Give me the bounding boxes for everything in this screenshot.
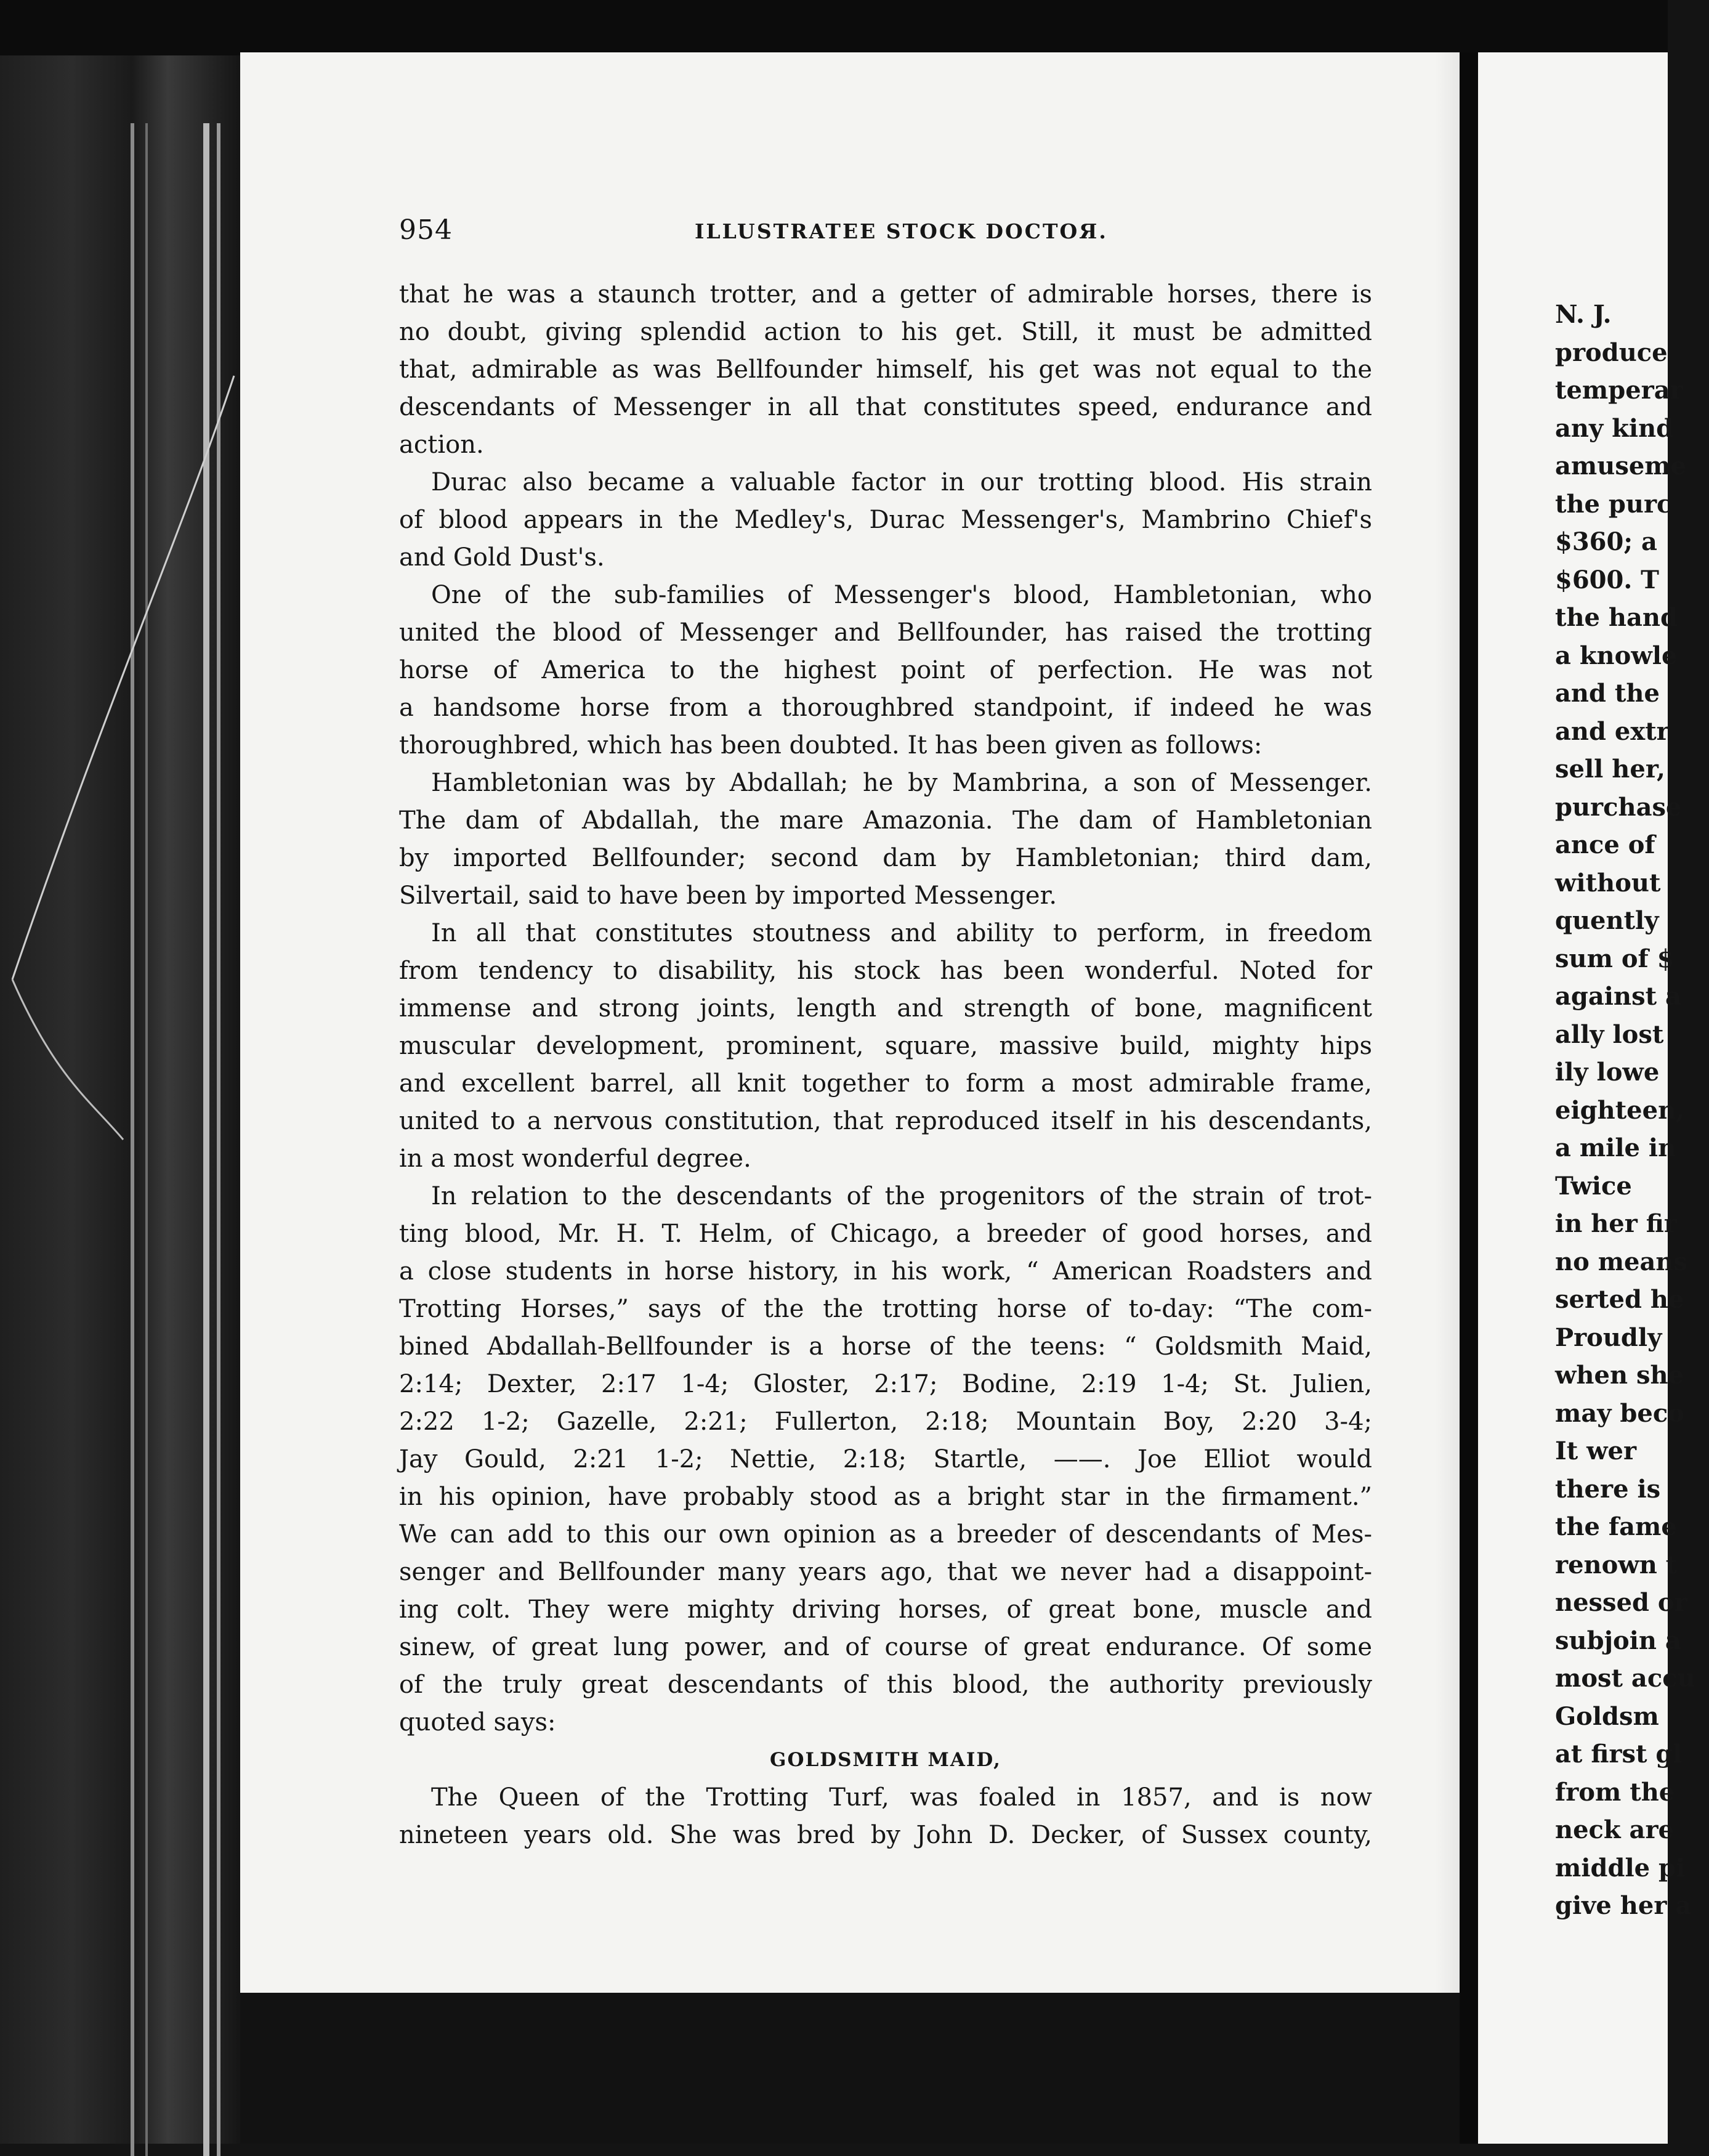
text-line: a close students in horse history, in his work, “ American Roadsters and (399, 1257, 1372, 1286)
text-line: N. J. (1555, 300, 1612, 329)
text-line: muscular development, prominent, square, massive build, mighty hips (399, 1032, 1372, 1060)
text-line: amuseme (1555, 452, 1687, 480)
page-body (399, 276, 1372, 1854)
text-line: We can add to this our own opinion as a breeder of descendants of Mes- (399, 1520, 1372, 1549)
text-line: the fame (1555, 1512, 1677, 1541)
text-line: the purc (1555, 489, 1672, 519)
text-line: senger and Bellfounder many years ago, that we never had a disappoint- (399, 1558, 1372, 1586)
book-spine (0, 55, 240, 2144)
text-line: the hand (1555, 603, 1678, 632)
scan-bottom-edge (240, 1993, 1460, 2144)
text-line: 2:14; Dexter, 2:17 1-4; Gloster, 2:17; Bodine, 2:19 1-4; St. Julien, (399, 1370, 1372, 1398)
text-line: by imported Bellfounder; second dam by Hambletonian; third dam, (399, 844, 1372, 872)
text-line: Jay Gould, 2:21 1-2; Nettie, 2:18; Startle, ——. Joe Elliot would (399, 1445, 1372, 1473)
text-line: $600. T (1555, 565, 1659, 594)
text-line: temperar (1555, 376, 1683, 405)
text-line: that he was a staunch trotter, and a getter of admirable horses, there is (399, 280, 1372, 309)
text-line: serted he (1555, 1285, 1684, 1314)
text-line: purchase (1555, 792, 1682, 822)
text-line: from the (1555, 1777, 1675, 1807)
spine-highlight-curve (0, 55, 240, 2144)
book-gutter (1460, 52, 1478, 2144)
text-line: quently (1555, 906, 1659, 935)
text-line: ance of (1555, 830, 1655, 859)
text-line: sinew, of great lung power, and of course of great endurance. Of some (399, 1633, 1372, 1661)
text-line: may beco (1555, 1398, 1684, 1428)
text-line: give her a (1555, 1891, 1692, 1920)
text-line: in his opinion, have probably stood as a bright star in the firmament.” (399, 1483, 1372, 1511)
text-line: against a (1555, 982, 1681, 1011)
text-line: It wer (1555, 1437, 1637, 1465)
text-line: thoroughbred, which has been doubted. It has been given as follows: (399, 731, 1263, 760)
text-line: quoted says: (399, 1708, 556, 1737)
text-line: united the blood of Messenger and Bellfounder, has raised the trotting (399, 618, 1372, 647)
text-line: at first gl (1555, 1740, 1683, 1769)
text-line: and the (1555, 679, 1660, 708)
running-head: ILLUSTRATEE STOCK DOCTOЯ. (695, 219, 1108, 243)
text-line: Durac also became a valuable factor in our trotting blood. His strain (431, 468, 1372, 496)
text-line: any kind (1555, 413, 1674, 443)
text-line: and Gold Dust's. (399, 543, 605, 572)
text-line: most accu (1555, 1664, 1695, 1693)
text-line: produce (1555, 338, 1668, 367)
text-line: nineteen years old. She was bred by John D. Decker, of Sussex county, (399, 1821, 1372, 1849)
text-line: Trotting Horses,” says of the the trotting horse of to-day: “The com- (399, 1295, 1372, 1323)
text-line: that, admirable as was Bellfounder himself, his get was not equal to the (399, 355, 1372, 384)
text-line: The dam of Abdallah, the mare Amazonia. The dam of Hambletonian (399, 806, 1372, 835)
text-line: from tendency to disability, his stock has been wonderful. Noted for (399, 957, 1372, 985)
text-line: renown t (1555, 1550, 1678, 1579)
text-line: subjoin a (1555, 1626, 1681, 1655)
text-line: a mile in (1555, 1133, 1676, 1162)
text-line: Proudly (1555, 1323, 1662, 1352)
text-line: neck are (1555, 1815, 1674, 1844)
text-line: without (1555, 868, 1661, 898)
text-line: sell her, (1555, 755, 1665, 784)
text-line: ing colt. They were mighty driving horses, of great bone, muscle and (399, 1595, 1372, 1624)
text-line: Goldsm (1555, 1701, 1659, 1731)
text-line: ally lost (1555, 1019, 1664, 1049)
text-line: in a most wonderful degree. (399, 1145, 751, 1173)
text-line: Twice (1555, 1171, 1632, 1201)
text-line: immense and strong joints, length and strength of bone, magnificent (399, 994, 1372, 1023)
text-line: descendants of Messenger in all that constitutes speed, endurance and (399, 393, 1372, 421)
text-line: there is (1555, 1474, 1661, 1504)
text-line: bined Abdallah-Bellfounder is a horse of the teens: “ Goldsmith Maid, (399, 1332, 1372, 1361)
text-line: when she (1555, 1361, 1684, 1390)
text-line: sum of $ (1555, 944, 1675, 973)
scan-top-edge (0, 0, 1668, 55)
text-line: of the truly great descendants of this blood, the authority previously (399, 1671, 1372, 1699)
text-line: The Queen of the Trotting Turf, was foaled in 1857, and is now (431, 1783, 1372, 1812)
text-line: a handsome horse from a thoroughbred standpoint, if indeed he was (399, 694, 1372, 722)
text-line: a knowle (1555, 641, 1678, 670)
text-line: of blood appears in the Medley's, Durac Messenger's, Mambrino Chief's (399, 506, 1372, 534)
text-line: Silvertail, said to have been by imported Messenger. (399, 881, 1057, 910)
text-line: In all that constitutes stoutness and ability to perform, in freedom (431, 919, 1372, 947)
text-line: middle pi (1555, 1853, 1686, 1882)
text-line: $360; a (1555, 527, 1657, 556)
page-header (399, 214, 1372, 251)
text-line: and excellent barrel, all knit together to form a most admirable frame, (399, 1069, 1372, 1098)
text-line: ting blood, Mr. H. T. Helm, of Chicago, a breeder of good horses, and (399, 1220, 1372, 1248)
text-line: 2:22 1-2; Gazelle, 2:21; Fullerton, 2:18; Mountain Boy, 2:20 3-4; (399, 1408, 1372, 1436)
text-line: action. (399, 431, 484, 459)
text-line: no doubt, giving splendid action to his get. Still, it must be admitted (399, 318, 1372, 346)
text-line: and extr (1555, 716, 1670, 746)
text-line: eighteen, (1555, 1095, 1685, 1125)
text-line: One of the sub-families of Messenger's blood, Hambletonian, who (431, 581, 1372, 609)
text-line: no means (1555, 1247, 1687, 1276)
text-line: Hambletonian was by Abdallah; he by Mambrina, a son of Messenger. (431, 769, 1372, 797)
right-page-fragment (1555, 296, 1709, 1925)
page-number: 954 (399, 214, 453, 246)
text-line: horse of America to the highest point of perfection. He was not (399, 656, 1372, 684)
text-line: in her fir (1555, 1209, 1677, 1238)
text-line: In relation to the descendants of the progenitors of the strain of trot- (431, 1182, 1372, 1210)
text-line: united to a nervous constitution, that reproduced itself in his descendants, (399, 1107, 1372, 1135)
text-line: ily lowe (1555, 1058, 1660, 1087)
text-line: nessed or (1555, 1588, 1687, 1617)
section-heading: GOLDSMITH MAID, (770, 1749, 1001, 1771)
